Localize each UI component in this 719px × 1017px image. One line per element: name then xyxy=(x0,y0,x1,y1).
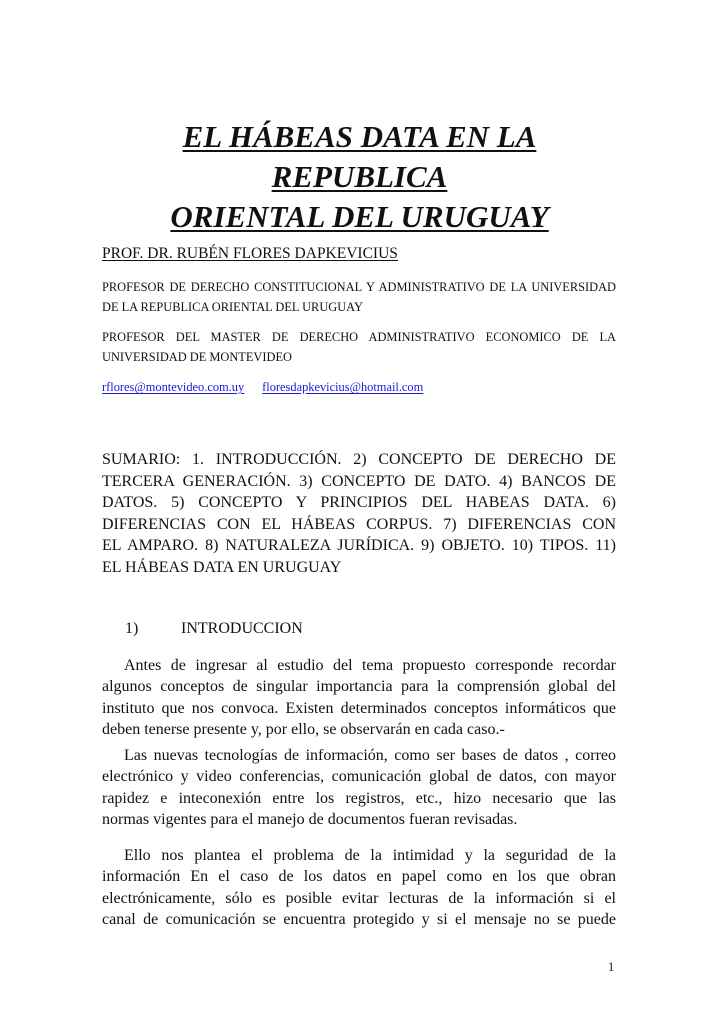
paragraph-line: electrónicamente, sólo es posible evitar lecturas de la información si el xyxy=(102,889,616,907)
document-title xyxy=(102,117,617,237)
summary-line: EL HÁBEAS DATA EN URUGUAY xyxy=(102,558,342,576)
paragraph-line: electrónico y video conferencias, comunicación global de datos, con mayor xyxy=(102,768,616,786)
summary-line: TERCERA GENERACIÓN. 3) CONCEPTO DE DATO. 4) BANCOS DE xyxy=(102,472,616,490)
section-title: INTRODUCCION xyxy=(181,620,303,637)
paragraph-line: normas vigentes para el manejo de documentos fueran revisadas. xyxy=(102,810,518,828)
title-line-1: EL HÁBEAS DATA EN LA REPUBLICA xyxy=(182,119,537,194)
paragraph-line: rapidez e inteconexión entre los registros, etc., hizo necesario que las xyxy=(102,789,616,807)
summary-line: EL AMPARO. 8) NATURALEZA JURÍDICA. 9) OBJETO. 10) TIPOS. 11) xyxy=(102,537,616,554)
paragraph-line: Antes de ingresar al estudio del tema propuesto corresponde recordar xyxy=(124,657,616,674)
summary-line: DIFERENCIAS CON EL HÁBEAS CORPUS. 7) DIFERENCIAS CON xyxy=(102,515,616,533)
paragraph-line: Las nuevas tecnologías de información, como ser bases de datos , correo xyxy=(124,747,616,764)
email-link-2[interactable]: floresdapkevicius@hotmail.com xyxy=(262,380,424,394)
summary-line: SUMARIO: 1. INTRODUCCIÓN. 2) CONCEPTO DE DERECHO DE xyxy=(102,451,616,468)
paragraph-2 xyxy=(102,745,616,830)
paragraph-3 xyxy=(102,845,616,930)
paragraph-line: Ello nos plantea el problema de la intimidad y la seguridad de la xyxy=(124,847,616,864)
paragraph-line: información En el caso de los datos en papel como en los que obran xyxy=(102,868,616,886)
summary xyxy=(102,449,616,578)
title-line-2: ORIENTAL DEL URUGUAY xyxy=(170,199,549,234)
page-number: 1 xyxy=(608,960,615,974)
section-number: 1) xyxy=(125,620,139,637)
paragraph-1 xyxy=(102,655,616,740)
paragraph-line: canal de comunicación se encuentra protegido y si el mensaje no se puede xyxy=(102,910,616,928)
section-heading xyxy=(125,620,303,638)
summary-line: DATOS. 5) CONCEPTO Y PRINCIPIOS DEL HABEAS DATA. 6) xyxy=(102,494,616,511)
email-link-1[interactable]: rflores@montevideo.com.uy xyxy=(102,380,245,394)
affiliation-1: PROFESOR DE DERECHO CONSTITUCIONAL Y ADMINISTRATIVO DE LA UNIVERSIDAD DE LA REPUBLICA ORIENTAL DEL URUGUAY xyxy=(102,280,616,314)
author-name: PROF. DR. RUBÉN FLORES DAPKEVICIUS xyxy=(102,245,398,262)
paragraph-line: instituto que nos convoca. Existen determinados conceptos informáticos que xyxy=(102,699,616,717)
paragraph-line: deben tenerse presente y, por ello, se observarán en cada caso.- xyxy=(102,720,505,738)
affiliation-2: PROFESOR DEL MASTER DE DERECHO ADMINISTRATIVO ECONOMICO DE LA UNIVERSIDAD DE MONTEVIDEO xyxy=(102,330,616,364)
email-links xyxy=(102,377,423,397)
paragraph-line: algunos conceptos de singular importancia para la comprensión global del xyxy=(102,678,616,696)
